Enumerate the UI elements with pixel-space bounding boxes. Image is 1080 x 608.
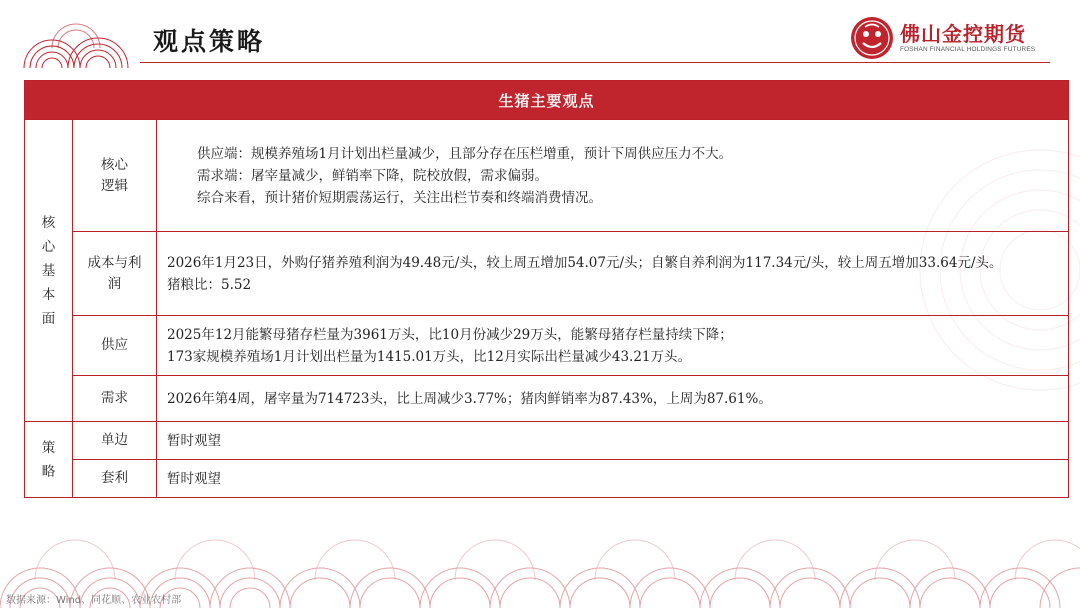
brand-logo [850,16,1050,60]
fundamentals-label: 核心基本面 [41,214,56,327]
row-label-core-logic: 核心逻辑 [73,120,157,232]
content-line: 2026年1月23日，外购仔猪养殖利润为49.48元/头，较上周五增加54.07元/头；自繁自养利润为117.34元/头，较上周五增加33.64元/头。 [167,254,1003,271]
row-content-core-logic [157,120,1069,232]
row-label-arbitrage: 套利 [73,460,157,498]
content-line: 2025年12月能繁母猪存栏量为3961万头，比10月份减少29万头，能繁母猪存栏量持续下降； [167,326,733,343]
row-label-single-side: 单边 [73,422,157,460]
row-label-demand: 需求 [73,376,157,422]
content-line: 综合来看，预计猪价短期震荡运行，关注出栏节奏和终端消费情况。 [197,189,602,206]
page-title: 观点策略 [153,27,266,56]
lion-logo-icon [850,16,894,60]
row-content-single-side [157,422,1069,460]
content-line: 猪粮比：5.52 [167,276,252,293]
content-line: 暂时观望 [167,432,221,449]
row-content-demand [157,376,1069,422]
row-content-supply [157,316,1069,376]
row-content-arbitrage [157,460,1069,498]
strategy-label: 策略 [41,439,56,480]
brand-name-en: FOSHAN FINANCIAL HOLDINGS FUTURES [900,46,1036,53]
fundamentals-category [25,120,73,422]
brand-name-cn: 佛山金控期货 [900,22,1026,46]
table-header: 生猪主要观点 [25,81,1069,120]
row-content-cost-profit [157,232,1069,316]
strategy-category [25,422,73,498]
content-line: 173家规模养殖场1月计划出栏量为1415.01万头，比12月实际出栏量减少43.21万头。 [167,348,692,365]
row-label-cost-profit: 成本与利润 [73,232,157,316]
pig-views-table [24,80,1069,498]
content-line: 供应端：规模养殖场1月计划出栏量减少，且部分存在压栏增重，预计下周供应压力不大。 [197,145,733,162]
content-line: 2026年第4周，屠宰量为714723头，比上周减少3.77%；猪肉鲜销率为87.43%，上周为87.61%。 [167,390,772,407]
row-label-supply: 供应 [73,316,157,376]
header-divider [140,62,1050,63]
data-source-note: 数据来源：Wind、同花顺、农业农村部 [6,595,182,606]
content-line: 需求端：屠宰量减少，鲜销率下降，院校放假，需求偏弱。 [197,167,548,184]
content-line: 暂时观望 [167,470,221,487]
wave-pattern-decoration [22,18,140,68]
